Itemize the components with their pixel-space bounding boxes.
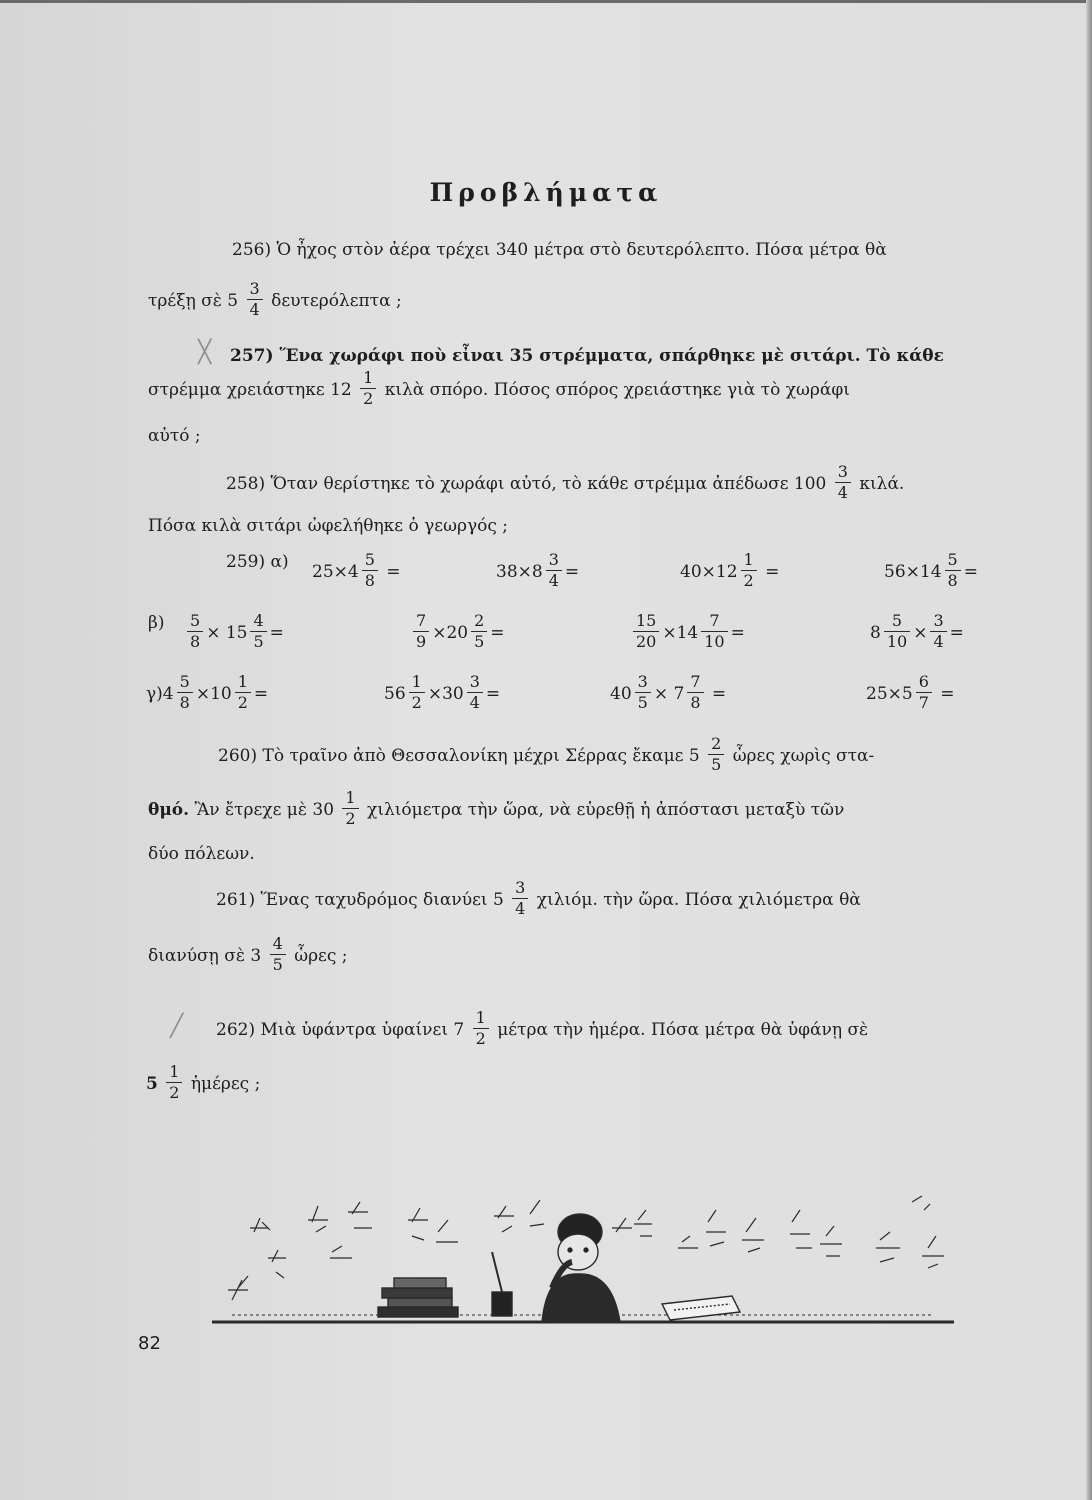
exercise-259b-4: 8 $\frac{5}{10}$ × $\frac{3}{4}$ = <box>870 611 964 651</box>
problem-text: Ἕνας ταχυδρόμος διανύει 5 <box>260 890 504 910</box>
problem-260-line-1 <box>218 734 875 775</box>
fraction: $\frac{2}{5}$ <box>708 736 724 773</box>
pencil-check-mark: ╳ <box>198 340 212 365</box>
illustration-drawing <box>212 1192 958 1332</box>
student-illustration <box>212 1192 958 1332</box>
problem-257-line-3: αὐτό ; <box>148 426 201 446</box>
problem-257-line-2 <box>148 368 850 409</box>
exercise-259a-4: 56×14 $\frac{5}{8}$ = <box>884 550 978 590</box>
page-number: 82 <box>138 1333 161 1354</box>
exercise-259a-1: 25×4 $\frac{5}{8}$ = <box>312 550 401 590</box>
problem-261-line-1 <box>216 878 861 919</box>
ink-bottle <box>492 1292 512 1316</box>
problem-text: χιλιόμετρα τὴν ὥρα, νὰ εὑρεθῇ ἡ ἀπόστασι μεταξὺ τῶν <box>367 800 845 820</box>
problem-260-line-3: δύο πόλεων. <box>148 844 255 864</box>
problem-number: 262) <box>216 1020 256 1040</box>
problem-text: θμό. <box>148 800 190 820</box>
problem-257-line-1 <box>230 348 944 365</box>
problem-text: Μιὰ ὑφάντρα ὑφαίνει 7 <box>260 1020 465 1040</box>
problem-259-row-a <box>226 554 289 571</box>
problem-text: Ἕνα χωράφι ποὺ εἶναι 35 στρέμματα, σπάρθηκε μὲ σιτάρι. Τὸ κάθε <box>279 346 944 366</box>
problem-256-line-2 <box>148 279 402 320</box>
problem-text: χιλιόμ. τὴν ὥρα. Πόσα χιλιόμετρα θὰ <box>536 890 861 910</box>
problem-258-line-1 <box>226 462 905 503</box>
exercise-259b-2: $\frac{7}{9}$ ×20 $\frac{2}{5}$ = <box>410 615 505 652</box>
row-label: α) <box>270 552 289 572</box>
problem-number: 258) <box>226 474 266 494</box>
book-1 <box>382 1288 452 1298</box>
problem-text: ὧρες ; <box>294 946 348 966</box>
problem-262-line-1 <box>216 1008 869 1049</box>
exercise-259b-1: $\frac{5}{8}$ × 15 $\frac{4}{5}$ = <box>184 615 284 652</box>
problem-number: 260) <box>218 746 258 766</box>
book-4 <box>394 1278 446 1288</box>
problem-text: στρέμμα χρειάστηκε 12 <box>148 380 352 400</box>
exercise-259c-3: 40 $\frac{3}{5}$ × 7 $\frac{7}{8}$ = <box>610 672 727 712</box>
problem-text: τρέξῃ σὲ 5 <box>148 291 239 311</box>
fraction: $\frac{3}{4}$ <box>512 880 528 917</box>
book-2 <box>388 1298 452 1307</box>
exercise-259b-3: $\frac{15}{20}$ ×14 $\frac{7}{10}$ = <box>630 615 745 652</box>
problem-text: κιλά. <box>859 474 905 494</box>
exercise-259a-2: 38×8 $\frac{3}{4}$ = <box>496 550 580 590</box>
notebook <box>662 1296 740 1320</box>
problem-number: 259) <box>226 552 266 572</box>
problem-text: ἡμέρες ; <box>190 1074 261 1094</box>
page-title: Προβλήματα <box>429 178 663 207</box>
pen <box>492 1252 502 1292</box>
exercise-259c-4: 25×5 $\frac{6}{7}$ = <box>866 672 955 712</box>
problem-260-line-2 <box>148 788 845 829</box>
fraction: $\frac{3}{4}$ <box>247 281 263 318</box>
page-top-edge <box>0 0 1092 3</box>
book-3 <box>378 1307 458 1317</box>
problem-number: 257) <box>230 346 274 366</box>
problem-text: δευτερόλεπτα ; <box>271 291 402 311</box>
problem-number: 261) <box>216 890 256 910</box>
page-right-edge <box>1086 0 1092 1500</box>
problem-text: Ἂν ἔτρεχε μὲ 30 <box>194 800 335 820</box>
fraction: $\frac{1}{2}$ <box>473 1010 489 1047</box>
pencil-check-mark: ╱ <box>170 1014 184 1039</box>
fraction: $\frac{1}{2}$ <box>360 370 376 407</box>
problem-text: μέτρα τὴν ἡμέρα. Πόσα μέτρα θὰ ὑφάνῃ σὲ <box>497 1020 869 1040</box>
problem-262-line-2 <box>146 1062 261 1103</box>
problem-text: Ὅταν θερίστηκε τὸ χωράφι αὐτό, τὸ κάθε στρέμμα ἀπέδωσε 100 <box>270 474 827 494</box>
problem-256-line-1 <box>232 242 887 259</box>
fraction: $\frac{1}{2}$ <box>342 790 358 827</box>
problem-text: διανύσῃ σὲ 3 <box>148 946 262 966</box>
problem-text: κιλὰ σπόρο. Πόσος σπόρος χρειάστηκε γιὰ τὸ χωράφι <box>384 380 850 400</box>
fraction: $\frac{3}{4}$ <box>835 464 851 501</box>
problem-text: 5 <box>146 1074 158 1094</box>
problem-261-line-2 <box>148 934 348 975</box>
problem-text: ὧρες χωρὶς στα- <box>732 746 875 766</box>
exercise-259a-3: 40×12 $\frac{1}{2}$ = <box>680 550 780 590</box>
fraction: $\frac{1}{2}$ <box>166 1064 182 1101</box>
exercise-259c-1: γ)4 $\frac{5}{8}$ ×10 $\frac{1}{2}$ = <box>146 672 269 712</box>
problem-text: Τὸ τραῖνο ἀπὸ Θεσσαλονίκη μέχρι Σέρρας ἔκαμε 5 <box>262 746 700 766</box>
problem-text: Ὁ ἦχος στὸν ἀέρα τρέχει 340 μέτρα στὸ δευτερόλεπτο. Πόσα μέτρα θὰ <box>276 240 887 260</box>
row-label: γ) <box>146 684 163 704</box>
exercise-259c-2: 56 $\frac{1}{2}$ ×30 $\frac{3}{4}$ = <box>384 672 501 712</box>
problem-number: 256) <box>232 240 272 260</box>
problem-258-line-2: Πόσα κιλὰ σιτάρι ὠφελήθηκε ὁ γεωργός ; <box>148 516 509 536</box>
row-b-label: β) <box>148 613 165 633</box>
fraction: $\frac{4}{5}$ <box>270 936 286 973</box>
